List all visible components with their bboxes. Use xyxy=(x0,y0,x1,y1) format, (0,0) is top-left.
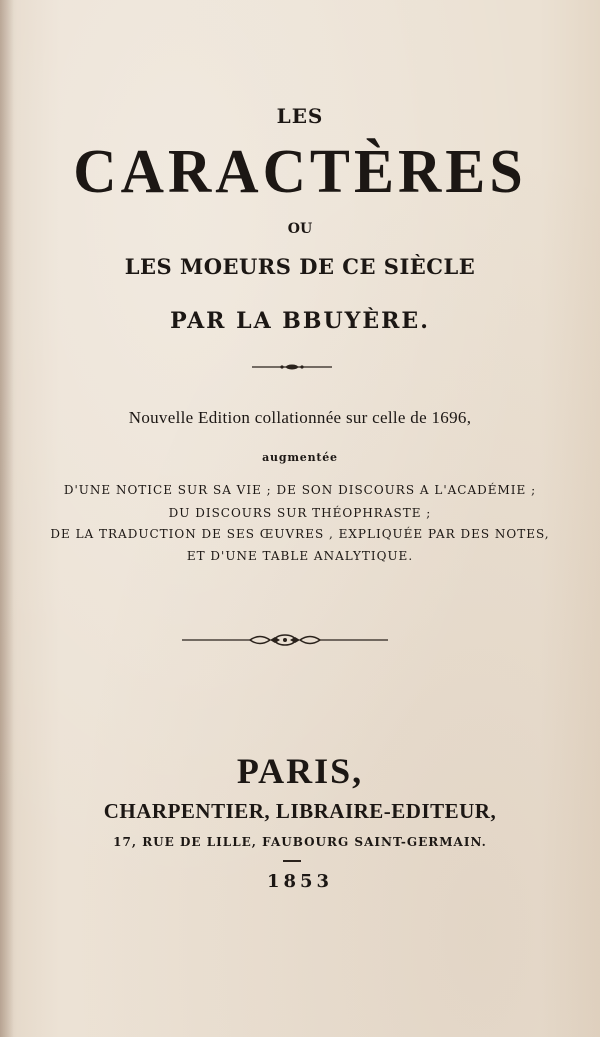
ornament-divider-icon xyxy=(180,630,390,650)
publication-year: 1853 xyxy=(266,871,334,892)
contents-line: DE LA TRADUCTION DE SES ŒUVRES , EXPLIQUÉE PAR DES NOTES, xyxy=(50,527,550,541)
contents-line: ET D'UNE TABLE ANALYTIQUE. xyxy=(186,549,414,563)
title-prefix: LES xyxy=(276,104,324,128)
subtitle: LES MOEURS DE CE SIÈCLE xyxy=(124,254,476,279)
imprint-city: PARIS, xyxy=(236,751,364,791)
main-title: CARACTÈRES xyxy=(73,136,527,206)
author-line: PAR LA BBUYÈRE. xyxy=(170,308,430,334)
augmented-label: augmentée xyxy=(262,451,338,464)
contents-line: DU DISCOURS SUR THÉOPHRASTE ; xyxy=(168,506,432,520)
divider-dash xyxy=(283,860,301,862)
imprint-publisher: CHARPENTIER, LIBRAIRE-EDITEUR, xyxy=(103,799,497,823)
imprint-address: 17, RUE DE LILLE, FAUBOURG SAINT-GERMAIN. xyxy=(113,835,487,849)
title-conjunction: OU xyxy=(287,221,313,237)
edition-statement: Nouvelle Edition collationnée sur celle de 1696, xyxy=(128,408,472,427)
contents-line: D'UNE NOTICE SUR SA VIE ; DE SON DISCOURS A L'ACADÉMIE ; xyxy=(63,483,537,497)
ornament-rule-icon xyxy=(250,360,334,374)
